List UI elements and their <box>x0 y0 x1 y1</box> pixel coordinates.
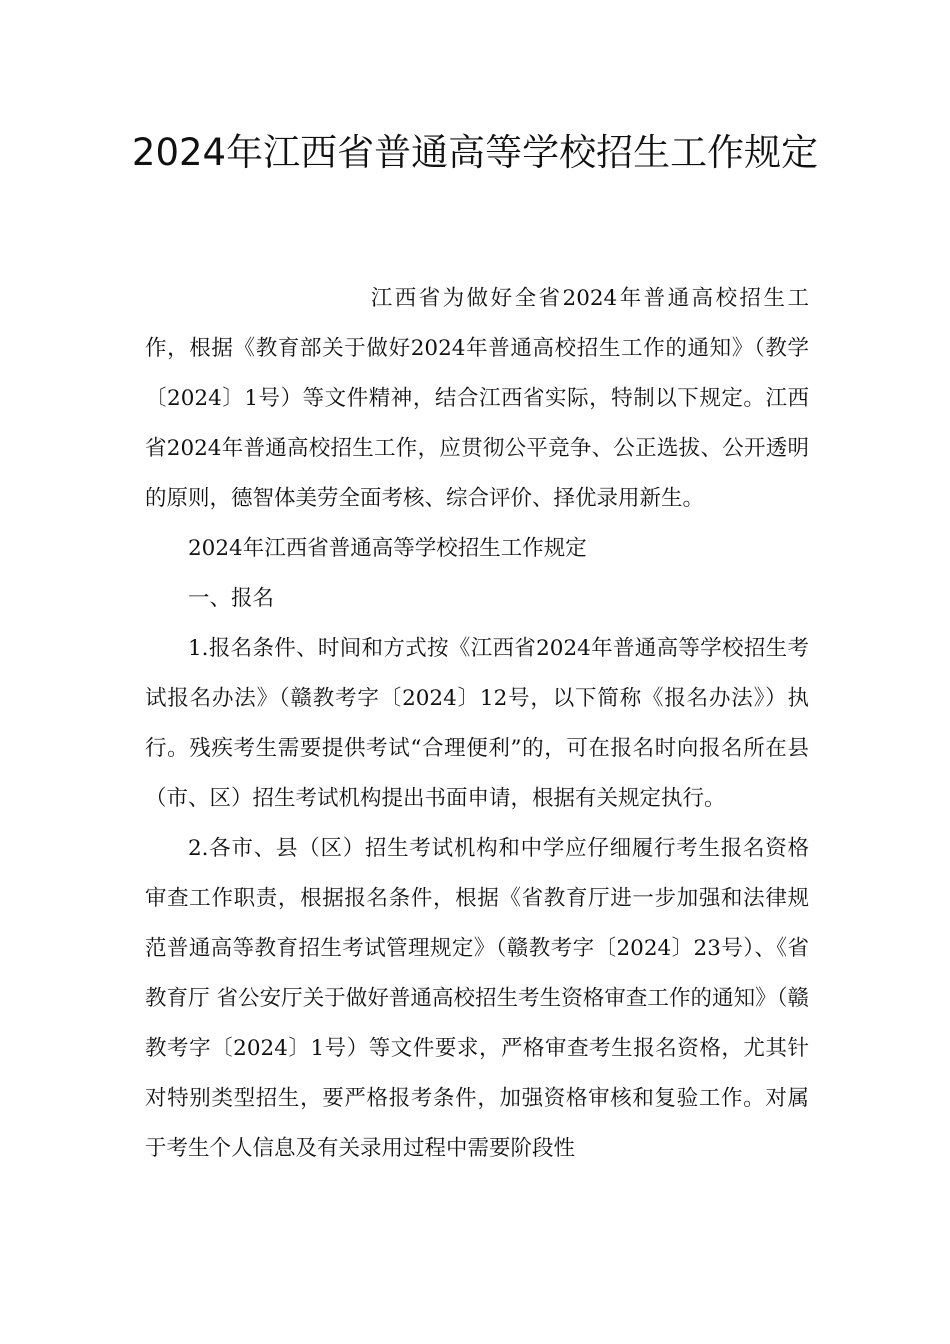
paragraph-item-2: 2.各市、县（区）招生考试机构和中学应仔细履行考生报名资格审查工作职责，根据报名条件，根据《省教育厅进一步加强和法律规范普通高等教育招生考试管理规定》（赣教考字〔2024〕23号）、《省教育厅 省公安厅关于做好普通高校招生考生资格审查工作的通知》（赣教考字〔2024〕1号）等文件要求，严格审查考生报名资格，尤其针对特别类型招生，要严格报考条件，加强资格审核和复验工作。对属于考生个人信息及有关录用过程中需要阶段性 <box>145 836 809 1161</box>
document-title: 2024年江西省普通高等学校招生工作规定 <box>131 131 819 174</box>
section-heading-regulation: 2024年江西省普通高等学校招生工作规定 <box>188 536 587 561</box>
paragraph-item-1: 1.报名条件、时间和方式按《江西省2024年普通高等学校招生考试报名办法》（赣教考字〔2024〕12号，以下简称《报名办法》）执行。残疾考生需要提供考试“合理便利”的，可在报名时向报名所在县（市、区）招生考试机构提出书面申请，根据有关规定执行。 <box>145 636 809 811</box>
intro-paragraph: 江西省为做好全省2024年普通高校招生工作，根据《教育部关于做好2024年普通高校招生工作的通知》（教学〔2024〕1号）等文件精神，结合江西省实际，特制以下规定。江西省2024年普通高校招生工作，应贯彻公平竞争、公正选拔、公开透明的原则，德智体美劳全面考核、综合评价、择优录用新生。 <box>145 286 809 511</box>
section-heading-registration: 一、报名 <box>188 586 275 611</box>
document-body <box>145 274 809 1174</box>
